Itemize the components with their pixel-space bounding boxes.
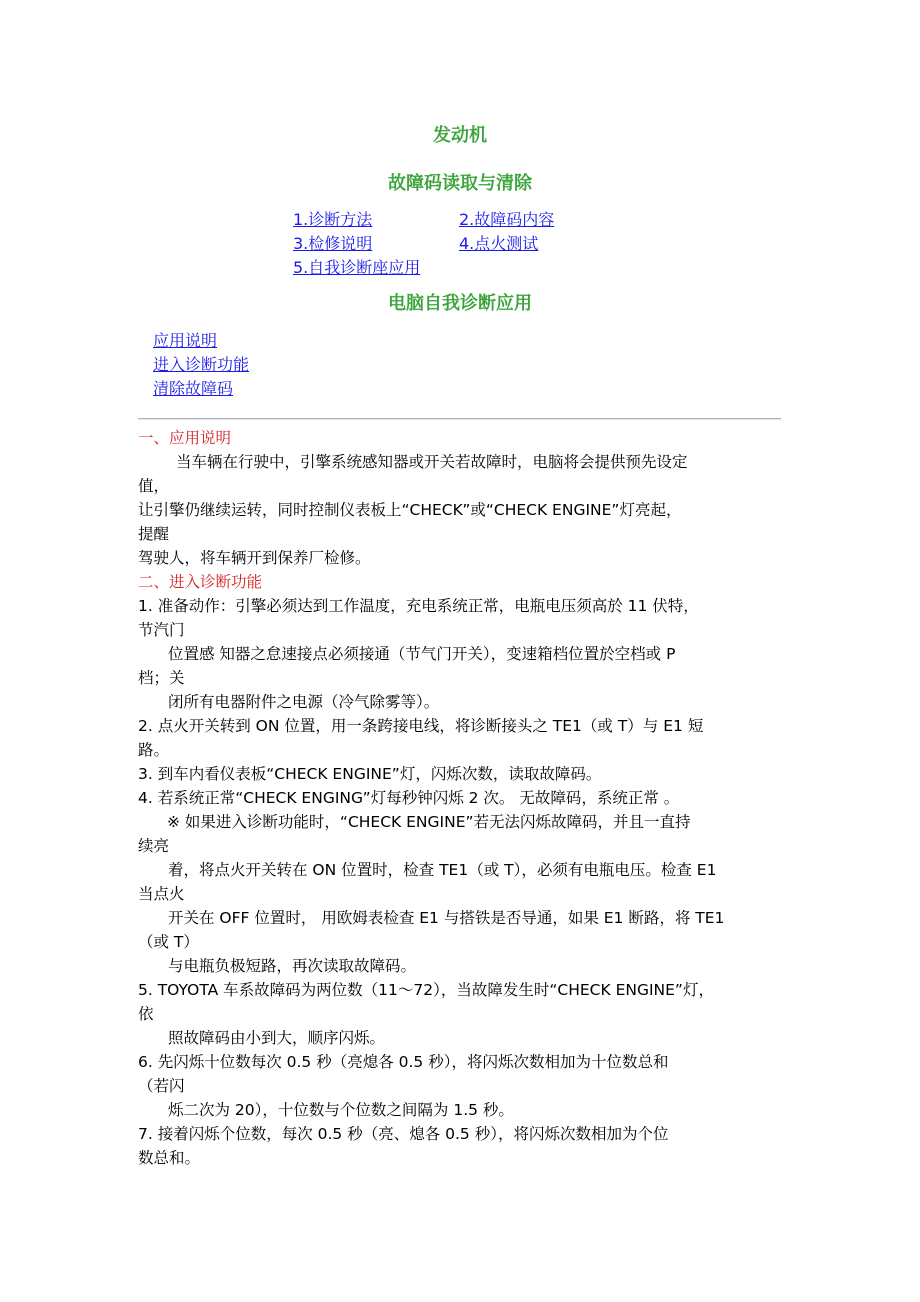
text-line: 节汽门	[138, 621, 185, 639]
text-line: 当车辆在行驶中，引擎系统感知器或开关若故障时，电脑将会提供预先设定	[176, 453, 688, 471]
link-enter-diagnosis[interactable]: 进入诊断功能	[153, 355, 250, 374]
text-line: 3. 到车内看仪表板“CHECK ENGINE”灯，闪烁次数，读取故障码。	[138, 765, 602, 783]
text-line: 依	[138, 1005, 154, 1023]
text-line: 位置感 知器之怠速接点必须接通（节气门开关），变速箱档位置於空档或 P	[168, 645, 676, 663]
text-line: 2. 点火开关转到 ON 位置，用一条跨接电线，将诊断接头之 TE1（或 T）与 E1 短	[138, 717, 704, 735]
text-line: 续亮	[138, 837, 170, 855]
horizontal-divider	[138, 418, 781, 420]
text-line: 照故障码由小到大，顺序闪烁。	[168, 1029, 386, 1047]
text-line: 提醒	[138, 525, 170, 543]
text-line: 6. 先闪烁十位数每次 0.5 秒（亮熄各 0.5 秒），将闪烁次数相加为十位数总和	[138, 1053, 669, 1071]
toc-link-repair-notes[interactable]: 3.检修说明	[293, 234, 373, 253]
text-line: 让引擎仍继续运转，同时控制仪表板上“CHECK”或“CHECK ENGINE”灯亮起，	[138, 501, 682, 519]
toc-link-ignition-test[interactable]: 4.点火测试	[459, 234, 539, 253]
link-application-notes[interactable]: 应用说明	[153, 331, 218, 350]
text-line: 数总和。	[138, 1149, 201, 1167]
section-links	[153, 329, 249, 401]
page-subtitle: 故障码读取与清除	[388, 173, 532, 194]
text-line: 烁二次为 20），十位数与个位数之间隔为 1.5 秒。	[168, 1101, 514, 1119]
link-clear-fault-codes[interactable]: 清除故障码	[153, 379, 234, 398]
toc-link-self-diagnosis-connector[interactable]: 5.自我诊断座应用	[293, 258, 421, 277]
text-line: 路。	[138, 741, 170, 759]
text-line: 当点火	[138, 885, 185, 903]
text-line: 与电瓶负极短路，再次读取故障码。	[168, 957, 417, 975]
text-line: 7. 接着闪烁个位数，每次 0.5 秒（亮、熄各 0.5 秒），将闪烁次数相加为个位	[138, 1125, 669, 1143]
text-line: 值，	[138, 477, 170, 495]
text-line: 4. 若系统正常“CHECK ENGING”灯每秒钟闪烁 2 次。 无故障码，系统正常 。	[138, 789, 680, 807]
toc-link-diagnosis-method[interactable]: 1.诊断方法	[293, 210, 373, 229]
text-line: （若闪	[138, 1077, 185, 1095]
toc-nav	[293, 208, 554, 280]
text-line: 5. TOYOTA 车系故障码为两位数（11～72），当故障发生时“CHECK ENGINE”灯，	[138, 981, 714, 999]
text-line: 档；关	[138, 669, 185, 687]
text-line: ※ 如果进入诊断功能时，“CHECK ENGINE”若无法闪烁故障码，并且一直持	[167, 813, 691, 831]
text-line: 驾驶人，将车辆开到保养厂检修。	[138, 549, 371, 567]
content-body	[138, 426, 783, 1170]
section-heading-enter-diagnosis: 二、进入诊断功能	[138, 573, 263, 591]
section-title: 电脑自我诊断应用	[388, 293, 532, 314]
text-line: 开关在 OFF 位置时， 用欧姆表检查 E1 与搭铁是否导通，如果 E1 断路，将 TE1	[168, 909, 725, 927]
text-line: 闭所有电器附件之电源（冷气除雾等）。	[168, 693, 440, 711]
text-line: （或 T）	[138, 933, 199, 951]
text-line: 1. 准备动作：引擎必须达到工作温度，充电系统正常，电瓶电压须高於 11 伏特，	[138, 597, 699, 615]
text-line: 着，将点火开关转在 ON 位置时，检查 TE1（或 T），必须有电瓶电压。检查 E1	[168, 861, 717, 879]
section-heading-application: 一、应用说明	[138, 429, 232, 447]
toc-link-fault-code-content[interactable]: 2.故障码内容	[459, 210, 555, 229]
page-title: 发动机	[433, 125, 487, 146]
